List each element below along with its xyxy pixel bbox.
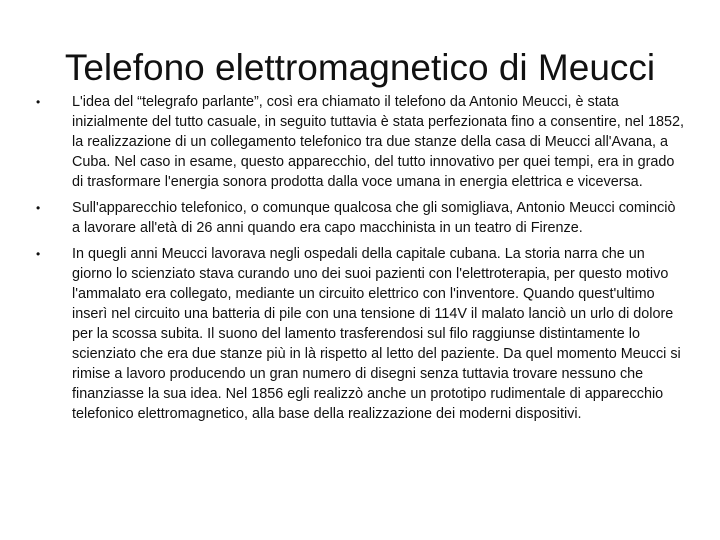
- slide-title: Telefono elettromagnetico di Meucci: [64, 47, 656, 88]
- bullet-dot-icon: •: [36, 247, 41, 261]
- bullet-text: In quegli anni Meucci lavorava negli ospedali della capitale cubana. La storia narra che un giorno lo scienziato stava curando uno dei suoi pazienti con l'elettroterapia, per questo motivo l'ammalato era collegato, mediante un circuito elettrico con l'inventore. Quando quest'ultimo inserì nel circuito una batteria di pile con una tensione di 114V il malato lanciò un urlo di dolore per la scossa subita. Il suono del lamento trasferendosi sul filo raggiunse distintamente lo scienziato che era due stanze più in là rispetto al letto del paziente. Da quel momento Meucci si rimise a lavoro producendo un gran numero di disegni senza tuttavia trovare nessuno che finanziasse la sua idea. Nel 1856 egli realizzò anche un prototipo rudimentale di apparecchio telefonico elettromagnetico, alla base della realizzazione dei moderni dispositivi.: [72, 246, 681, 422]
- bullet-list: [36, 92, 686, 430]
- bullet-dot-icon: •: [36, 95, 41, 109]
- bullet-text: L'idea del “telegrafo parlante”, così era chiamato il telefono da Antonio Meucci, è stata inizialmente del tutto casuale, in seguito tuttavia è stata perfezionata fino a consentire, nel 1852, la realizzazione di un collegamento telefonico tra due stanze della casa di Meucci all'Avana, a Cuba. Nel caso in esame, questo apparecchio, del tutto innovativo per quei tempi, era in grado di trasformare l'energia sonora prodotta dalla voce umana in energia elettrica e viceversa.: [72, 94, 684, 190]
- bullet-item: [36, 244, 686, 424]
- bullet-item: [36, 198, 686, 238]
- bullet-dot-icon: •: [36, 201, 41, 215]
- bullet-text: Sull'apparecchio telefonico, o comunque qualcosa che gli somigliava, Antonio Meucci cominciò a lavorare all'età di 26 anni quando era capo macchinista in un teatro di Firenze.: [72, 200, 676, 236]
- bullet-item: [36, 92, 686, 192]
